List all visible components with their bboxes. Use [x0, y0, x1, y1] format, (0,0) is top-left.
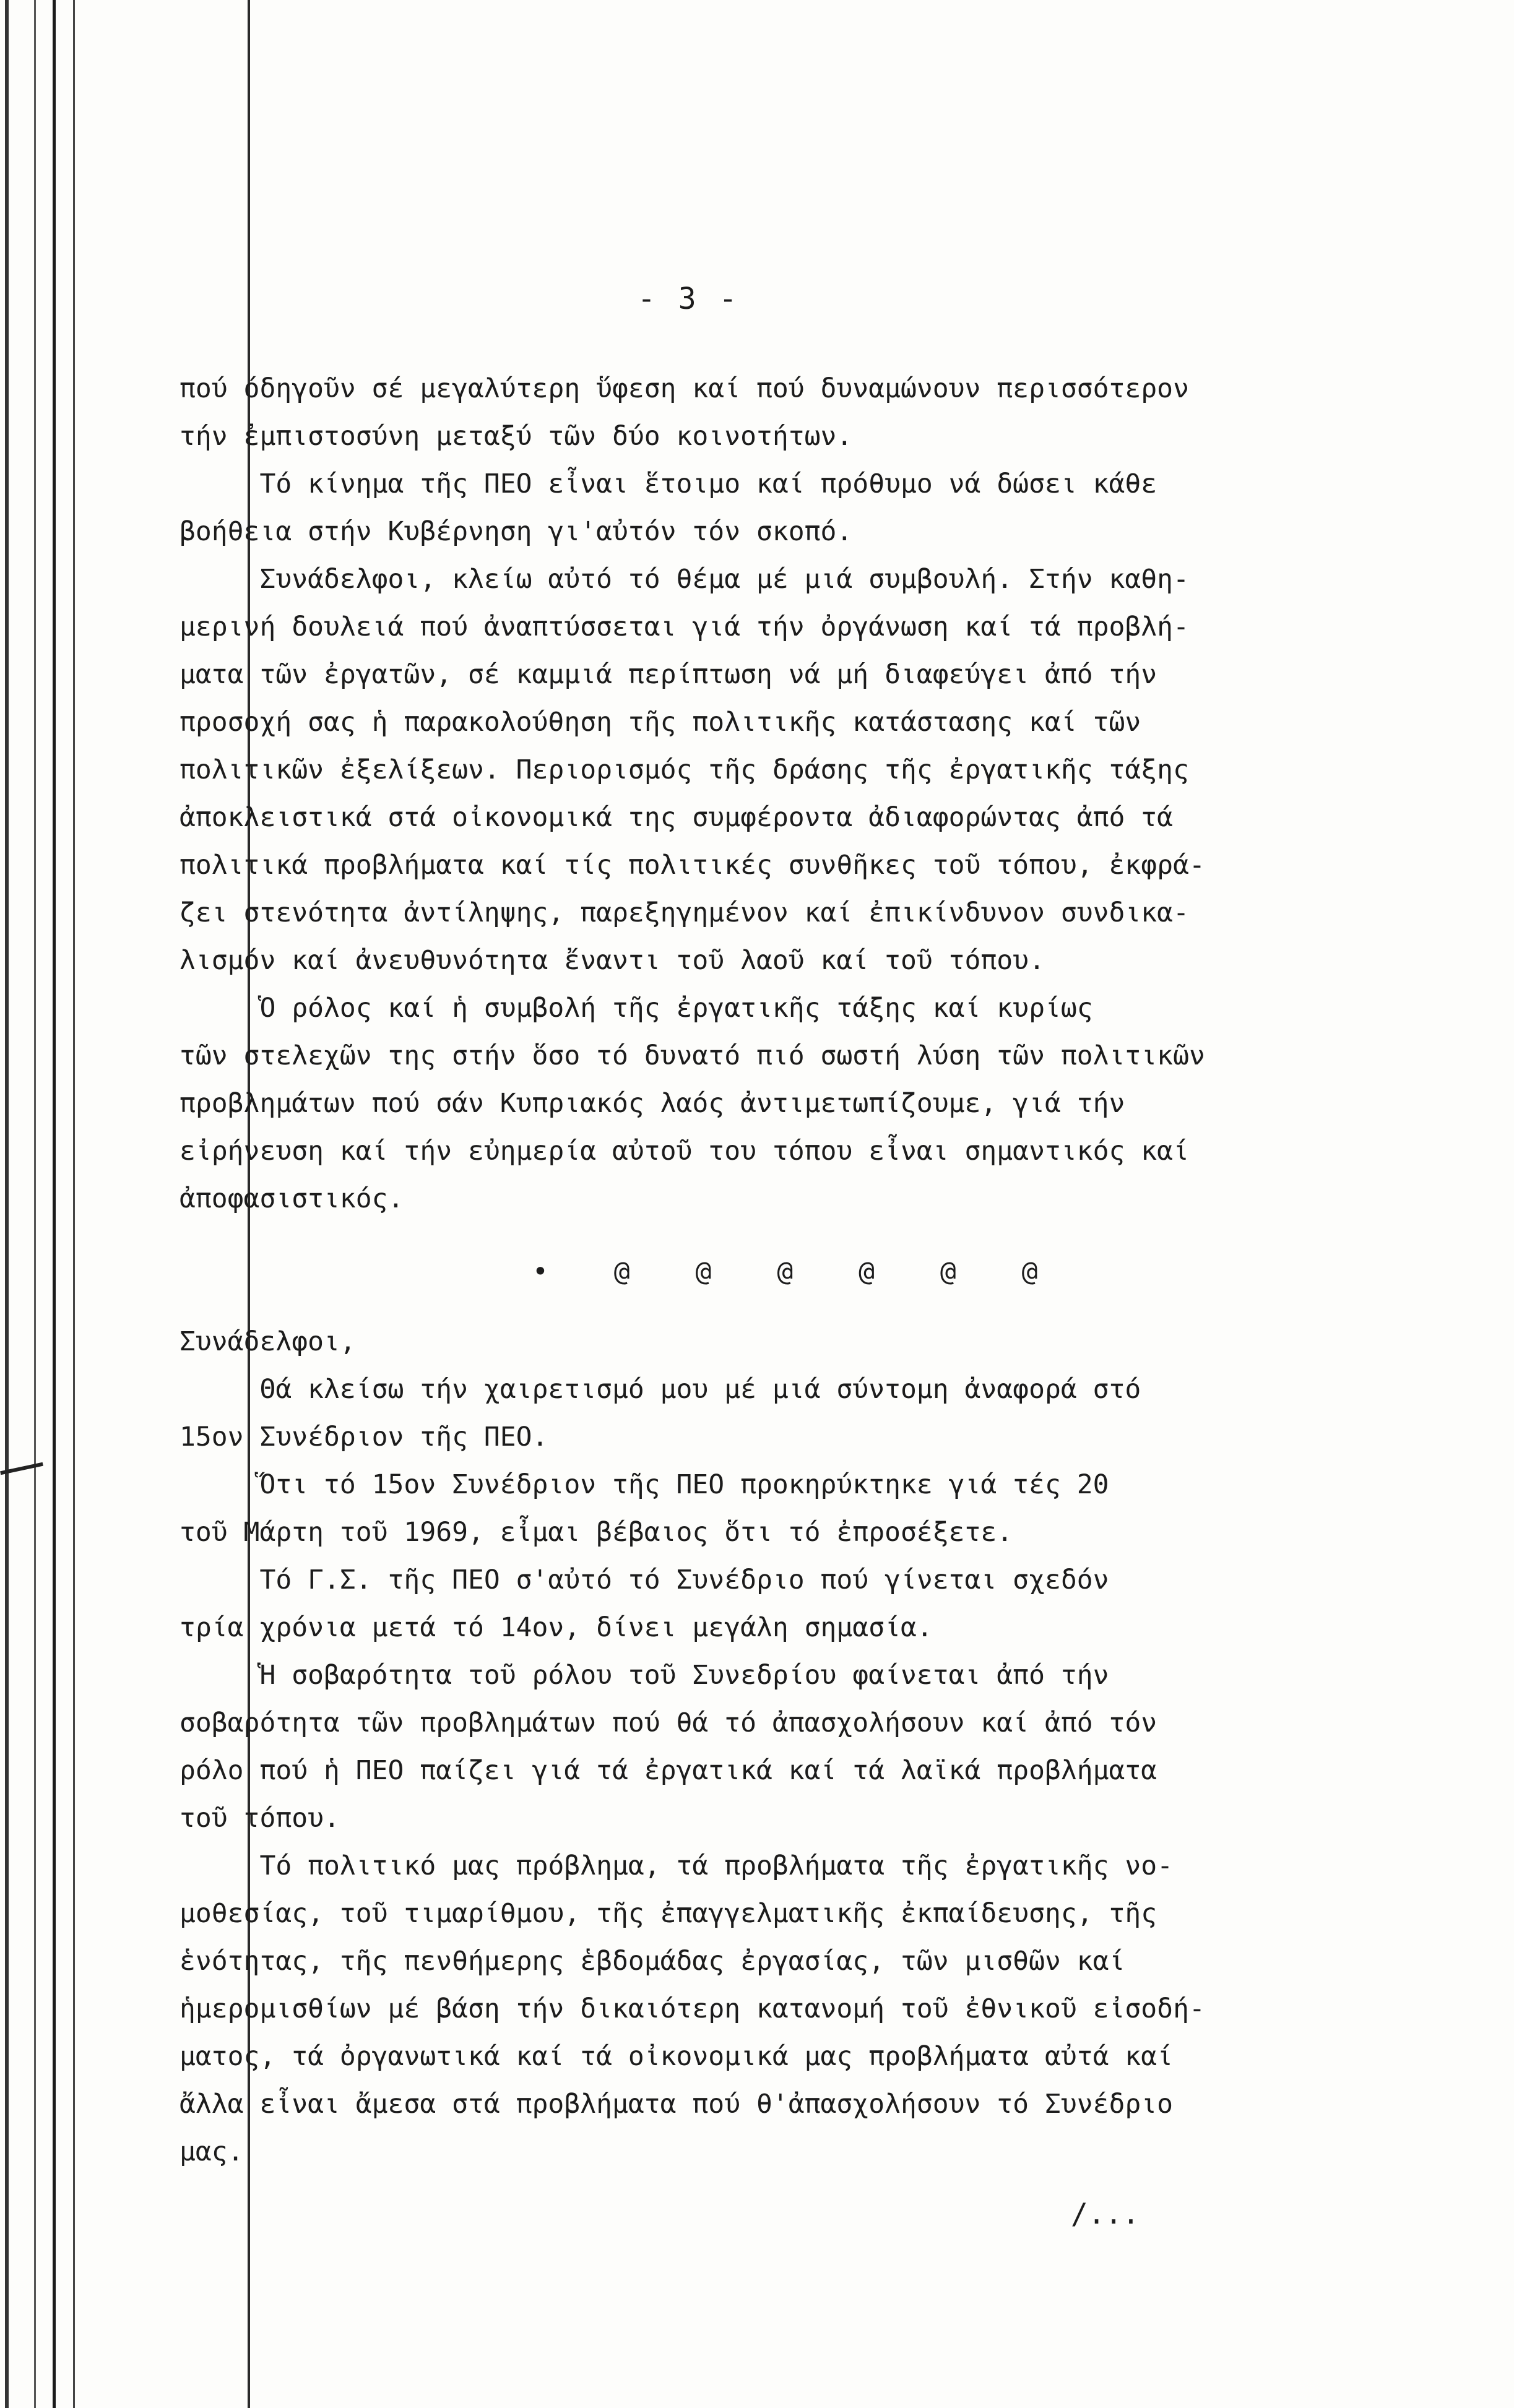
text-line: ζει στενότητα ἀντίληψης, παρεξηγημένον καί ἐπικίνδυνον συνδικα- [180, 897, 1189, 928]
paragraph-block-2 [180, 1318, 1411, 2176]
text-line: βοήθεια στήν Κυβέρνηση γι'αὐτόν τόν σκοπό. [180, 516, 853, 547]
text-line: Ἡ σοβαρότητα τοῦ ρόλου τοῦ Συνεδρίου φαίνεται ἀπό τήν [180, 1660, 1109, 1691]
text-line: τρία χρόνια μετά τό 14ον, δίνει μεγάλη σημασία. [180, 1612, 933, 1643]
continuation-mark: /... [1071, 2197, 1140, 2230]
text-line: ματος, τά ὀργανωτικά καί τά οἰκονομικά μας προβλήματα αὐτά καί [180, 2041, 1174, 2072]
text-line: τῶν στελεχῶν της στήν ὅσο τό δυνατό πιό σωστή λύση τῶν πολιτικῶν [180, 1040, 1205, 1071]
text-line: Θά κλείσω τήν χαιρετισμό μου μέ μιά σύντομη ἀναφορά στό [180, 1374, 1141, 1405]
text-line: τήν ἐμπιστοσύνη μεταξύ τῶν δύο κοινοτήτων. [180, 421, 853, 452]
scan-edge-line [53, 0, 56, 2408]
text-line: μας. [180, 2136, 244, 2167]
text-line: Ὅτι τό 15ον Συνέδριον τῆς ΠΕΟ προκηρύκτηκε γιά τές 20 [180, 1469, 1109, 1500]
scan-edge-line [73, 0, 75, 2408]
scan-edge-line [5, 0, 9, 2408]
text-line: ματα τῶν ἐργατῶν, σέ καμμιά περίπτωση νά μή διαφεύγει ἀπό τήν [180, 659, 1157, 690]
text-line: Συνάδελφοι, κλείω αὐτό τό θέμα μέ μιά συμβουλή. Στήν καθη- [180, 564, 1189, 595]
text-line: ἡμερομισθίων μέ βάση τήν δικαιότερη κατανομή τοῦ ἐθνικοῦ εἰσοδή- [180, 1993, 1205, 2024]
text-line: μοθεσίας, τοῦ τιμαρίθμου, τῆς ἐπαγγελματικῆς ἐκπαίδευσης, τῆς [180, 1898, 1157, 1929]
text-line: 15ον Συνέδριον τῆς ΠΕΟ. [180, 1422, 548, 1452]
text-line: τοῦ Μάρτη τοῦ 1969, εἶμαι βέβαιος ὅτι τό ἐπροσέξετε. [180, 1517, 1013, 1548]
text-line: Τό κίνημα τῆς ΠΕΟ εἶναι ἕτοιμο καί πρόθυμο νά δώσει κάθε [180, 468, 1157, 499]
text-line: προβλημάτων πού σάν Κυπριακός λαός ἀντιμετωπίζουμε, γιά τήν [180, 1088, 1125, 1119]
text-line: προσοχή σας ἡ παρακολούθηση τῆς πολιτικῆς κατάστασης καί τῶν [180, 707, 1141, 738]
page-number: - 3 - [638, 282, 740, 316]
text-line: ἑνότητας, τῆς πενθήμερης ἑβδομάδας ἐργασίας, τῶν μισθῶν καί [180, 1946, 1125, 1977]
text-line: Ὁ ρόλος καί ἡ συμβολή τῆς ἐργατικῆς τάξης καί κυρίως [180, 993, 1093, 1024]
text-line: σοβαρότητα τῶν προβλημάτων πού θά τό ἀπασχολήσουν καί ἀπό τόν [180, 1707, 1157, 1738]
section-separator: • @ @ @ @ @ @ [532, 1256, 1063, 1287]
scan-edge-line [34, 0, 36, 2408]
paragraph-block-1 [180, 365, 1411, 1223]
text-line: μερινή δουλειά πού ἀναπτύσσεται γιά τήν ὀργάνωση καί τά προβλή- [180, 611, 1189, 642]
text-line: Τό Γ.Σ. τῆς ΠΕΟ σ'αὐτό τό Συνέδριο πού γίνεται σχεδόν [180, 1564, 1109, 1595]
text-line: πολιτικῶν ἐξελίξεων. Περιορισμός τῆς δράσης τῆς ἐργατικῆς τάξης [180, 754, 1189, 785]
text-line: λισμόν καί ἀνευθυνότητα ἔναντι τοῦ λαοῦ καί τοῦ τόπου. [180, 945, 1045, 976]
text-line: Συνάδελφοι, [180, 1326, 356, 1357]
text-line: Τό πολιτικό μας πρόβλημα, τά προβλήματα τῆς ἐργατικῆς νο- [180, 1850, 1174, 1881]
text-line: ρόλο πού ἡ ΠΕΟ παίζει γιά τά ἐργατικά καί τά λαϊκά προβλήματα [180, 1755, 1157, 1786]
text-line: πολιτικά προβλήματα καί τίς πολιτικές συνθῆκες τοῦ τόπου, ἐκφρά- [180, 850, 1205, 881]
text-line: εἰρήνευση καί τήν εὐημερία αὐτοῦ του τόπου εἶναι σημαντικός καί [180, 1136, 1189, 1167]
text-line: τοῦ τόπου. [180, 1803, 340, 1834]
text-line: ἄλλα εἶναι ἄμεσα στά προβλήματα πού θ'ἀπασχολήσουν τό Συνέδριο [180, 2089, 1174, 2120]
text-line: ἀποφασιστικός. [180, 1183, 404, 1214]
text-line: πού όδηγοῦν σέ μεγαλύτερη ὕφεση καί πού δυναμώνουν περισσότερον [180, 373, 1189, 404]
text-line: ἀποκλειστικά στά οἰκονομικά της συμφέροντα ἀδιαφορώντας ἀπό τά [180, 802, 1174, 833]
